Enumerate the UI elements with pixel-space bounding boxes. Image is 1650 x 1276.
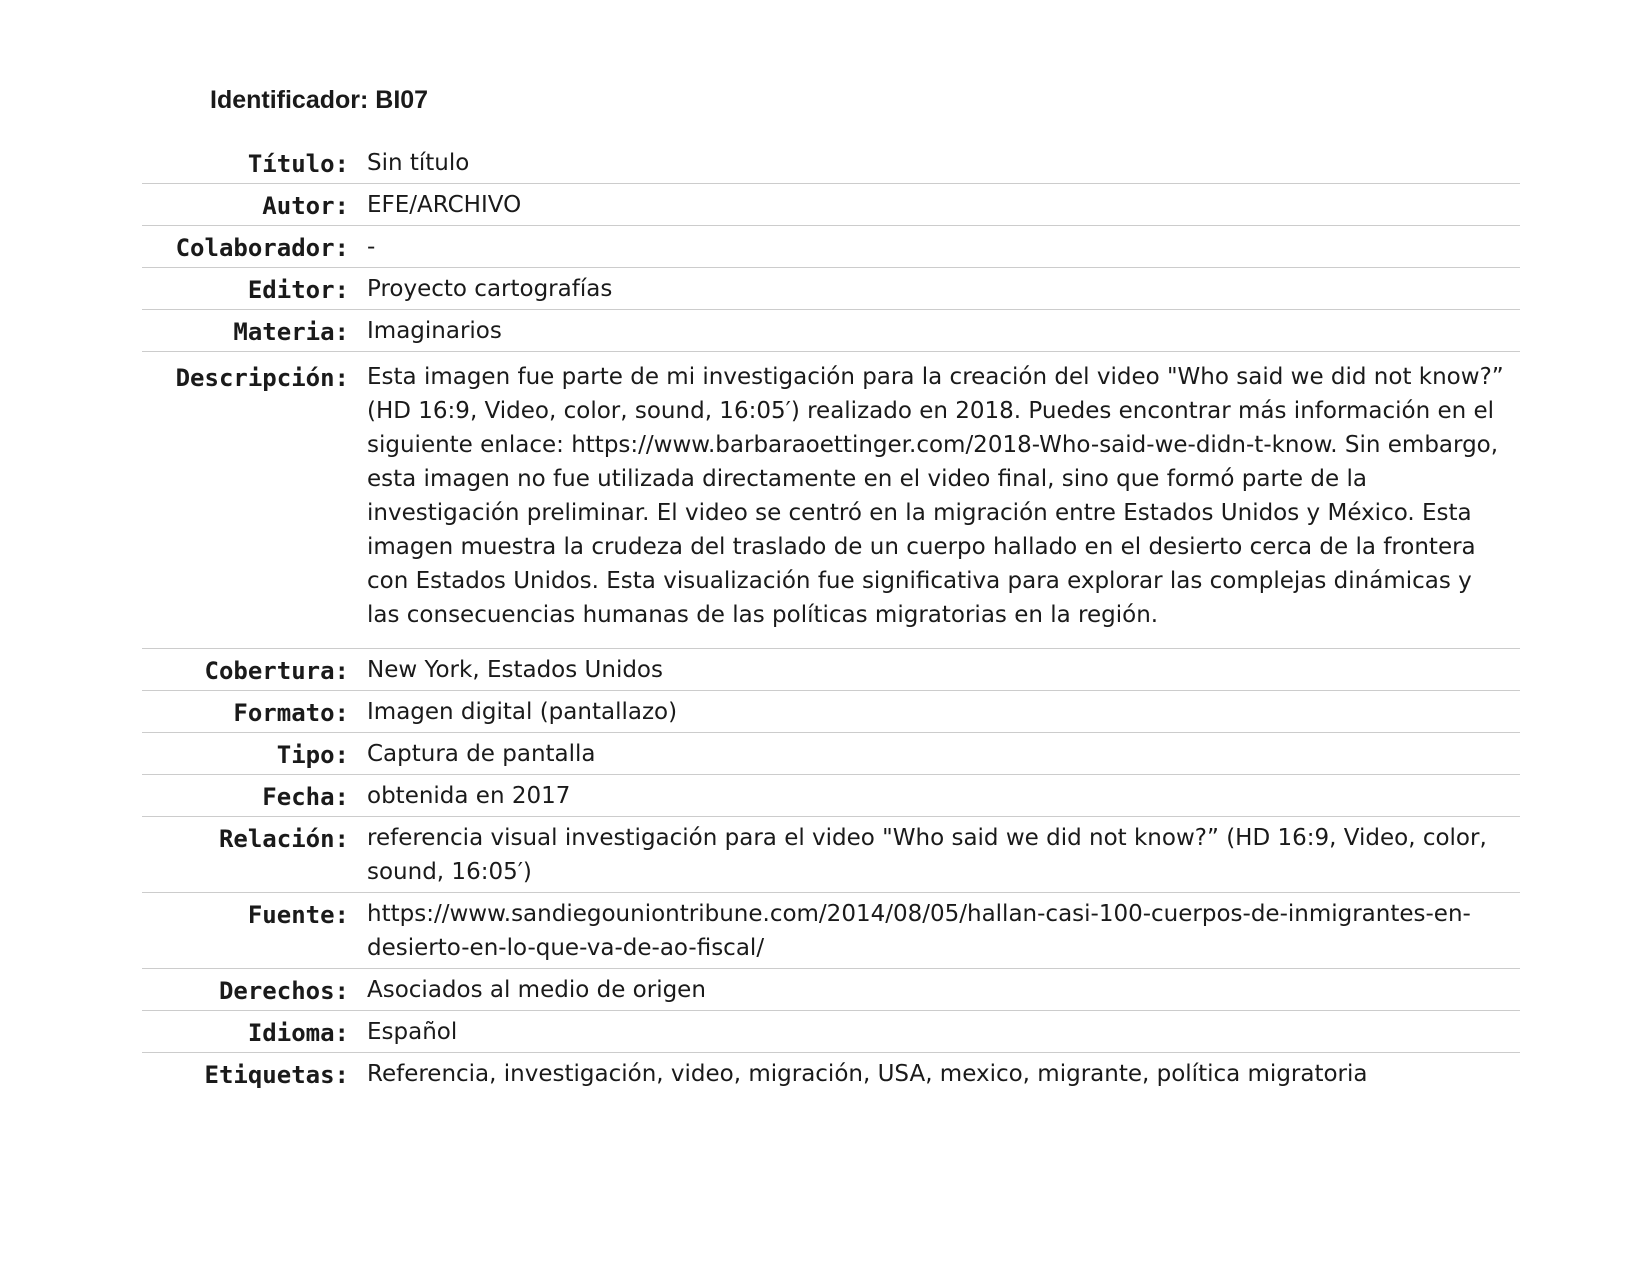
- field-label: Formato:: [142, 691, 367, 733]
- field-label: Fuente:: [142, 893, 367, 969]
- field-value: Proyecto cartografías: [367, 268, 1520, 310]
- field-label: Idioma:: [142, 1011, 367, 1053]
- field-value: New York, Estados Unidos: [367, 649, 1520, 691]
- metadata-table: [142, 142, 1520, 1094]
- field-row-idioma: [142, 1011, 1520, 1053]
- field-value: Esta imagen fue parte de mi investigación para la creación del video "Who said we did not know?” (HD 16:9, Video, color, sound, 16:05′) realizado en 2018. Puedes encontrar más información en el siguiente enlace: https://www.barbaraoettinger.com/2018-Who-said-we-didn-t-know. Sin embargo, esta imagen no fue utilizada directamente en el video final, sino que formó parte de la investigación preliminar. El video se centró en la migración entre Estados Unidos y México. Esta imagen muestra la crudeza del traslado de un cuerpo hallado en el desierto cerca de la frontera con Estados Unidos. Esta visualización fue significativa para explorar las complejas dinámicas y las consecuencias humanas de las políticas migratorias en la región.: [367, 352, 1520, 649]
- field-label: Materia:: [142, 310, 367, 352]
- identifier-heading: Identificador: BI07: [210, 86, 429, 114]
- field-label: Título:: [247, 150, 349, 178]
- field-label: Fecha:: [142, 775, 367, 817]
- field-value: Español: [367, 1011, 1520, 1053]
- field-row-relacion: [142, 817, 1520, 893]
- field-row-cobertura: [142, 649, 1520, 691]
- field-label: Cobertura:: [142, 649, 367, 691]
- field-value: Imagen digital (pantallazo): [367, 691, 1520, 733]
- field-row-autor: [142, 184, 1520, 226]
- field-row-tipo: [142, 733, 1520, 775]
- field-row-colaborador: [142, 226, 1520, 268]
- field-row-fuente: [142, 893, 1520, 969]
- field-label: Colaborador:: [142, 226, 367, 268]
- field-row-derechos: [142, 969, 1520, 1011]
- field-row-editor: [142, 268, 1520, 310]
- field-value: Sin título: [367, 150, 470, 176]
- field-value: EFE/ARCHIVO: [367, 184, 1520, 226]
- field-row-titulo: [142, 142, 1520, 184]
- field-value: obtenida en 2017: [367, 775, 1520, 817]
- field-label: Autor:: [142, 184, 367, 226]
- metadata-document: [142, 80, 1520, 1094]
- field-value: Referencia, investigación, video, migración, USA, mexico, migrante, política migratoria: [367, 1053, 1520, 1095]
- field-label: Editor:: [142, 268, 367, 310]
- field-label: Relación:: [142, 817, 367, 893]
- field-value: -: [367, 226, 1520, 268]
- field-value: Imaginarios: [367, 310, 1520, 352]
- field-row-fecha: [142, 775, 1520, 817]
- field-row-descripcion: [142, 352, 1520, 649]
- field-row-materia: [142, 310, 1520, 352]
- field-label: Derechos:: [142, 969, 367, 1011]
- field-row-formato: [142, 691, 1520, 733]
- field-value: referencia visual investigación para el video "Who said we did not know?” (HD 16:9, Video, color, sound, 16:05′): [367, 817, 1520, 893]
- field-label: Etiquetas:: [142, 1053, 367, 1095]
- field-label: Descripción:: [142, 352, 367, 649]
- field-row-etiquetas: [142, 1053, 1520, 1095]
- field-value: Asociados al medio de origen: [367, 969, 1520, 1011]
- field-value: Captura de pantalla: [367, 733, 1520, 775]
- field-label: Tipo:: [142, 733, 367, 775]
- field-value: https://www.sandiegouniontribune.com/2014/08/05/hallan-casi-100-cuerpos-de-inmigrantes-en-desierto-en-lo-que-va-de-ao-fiscal/: [367, 893, 1520, 969]
